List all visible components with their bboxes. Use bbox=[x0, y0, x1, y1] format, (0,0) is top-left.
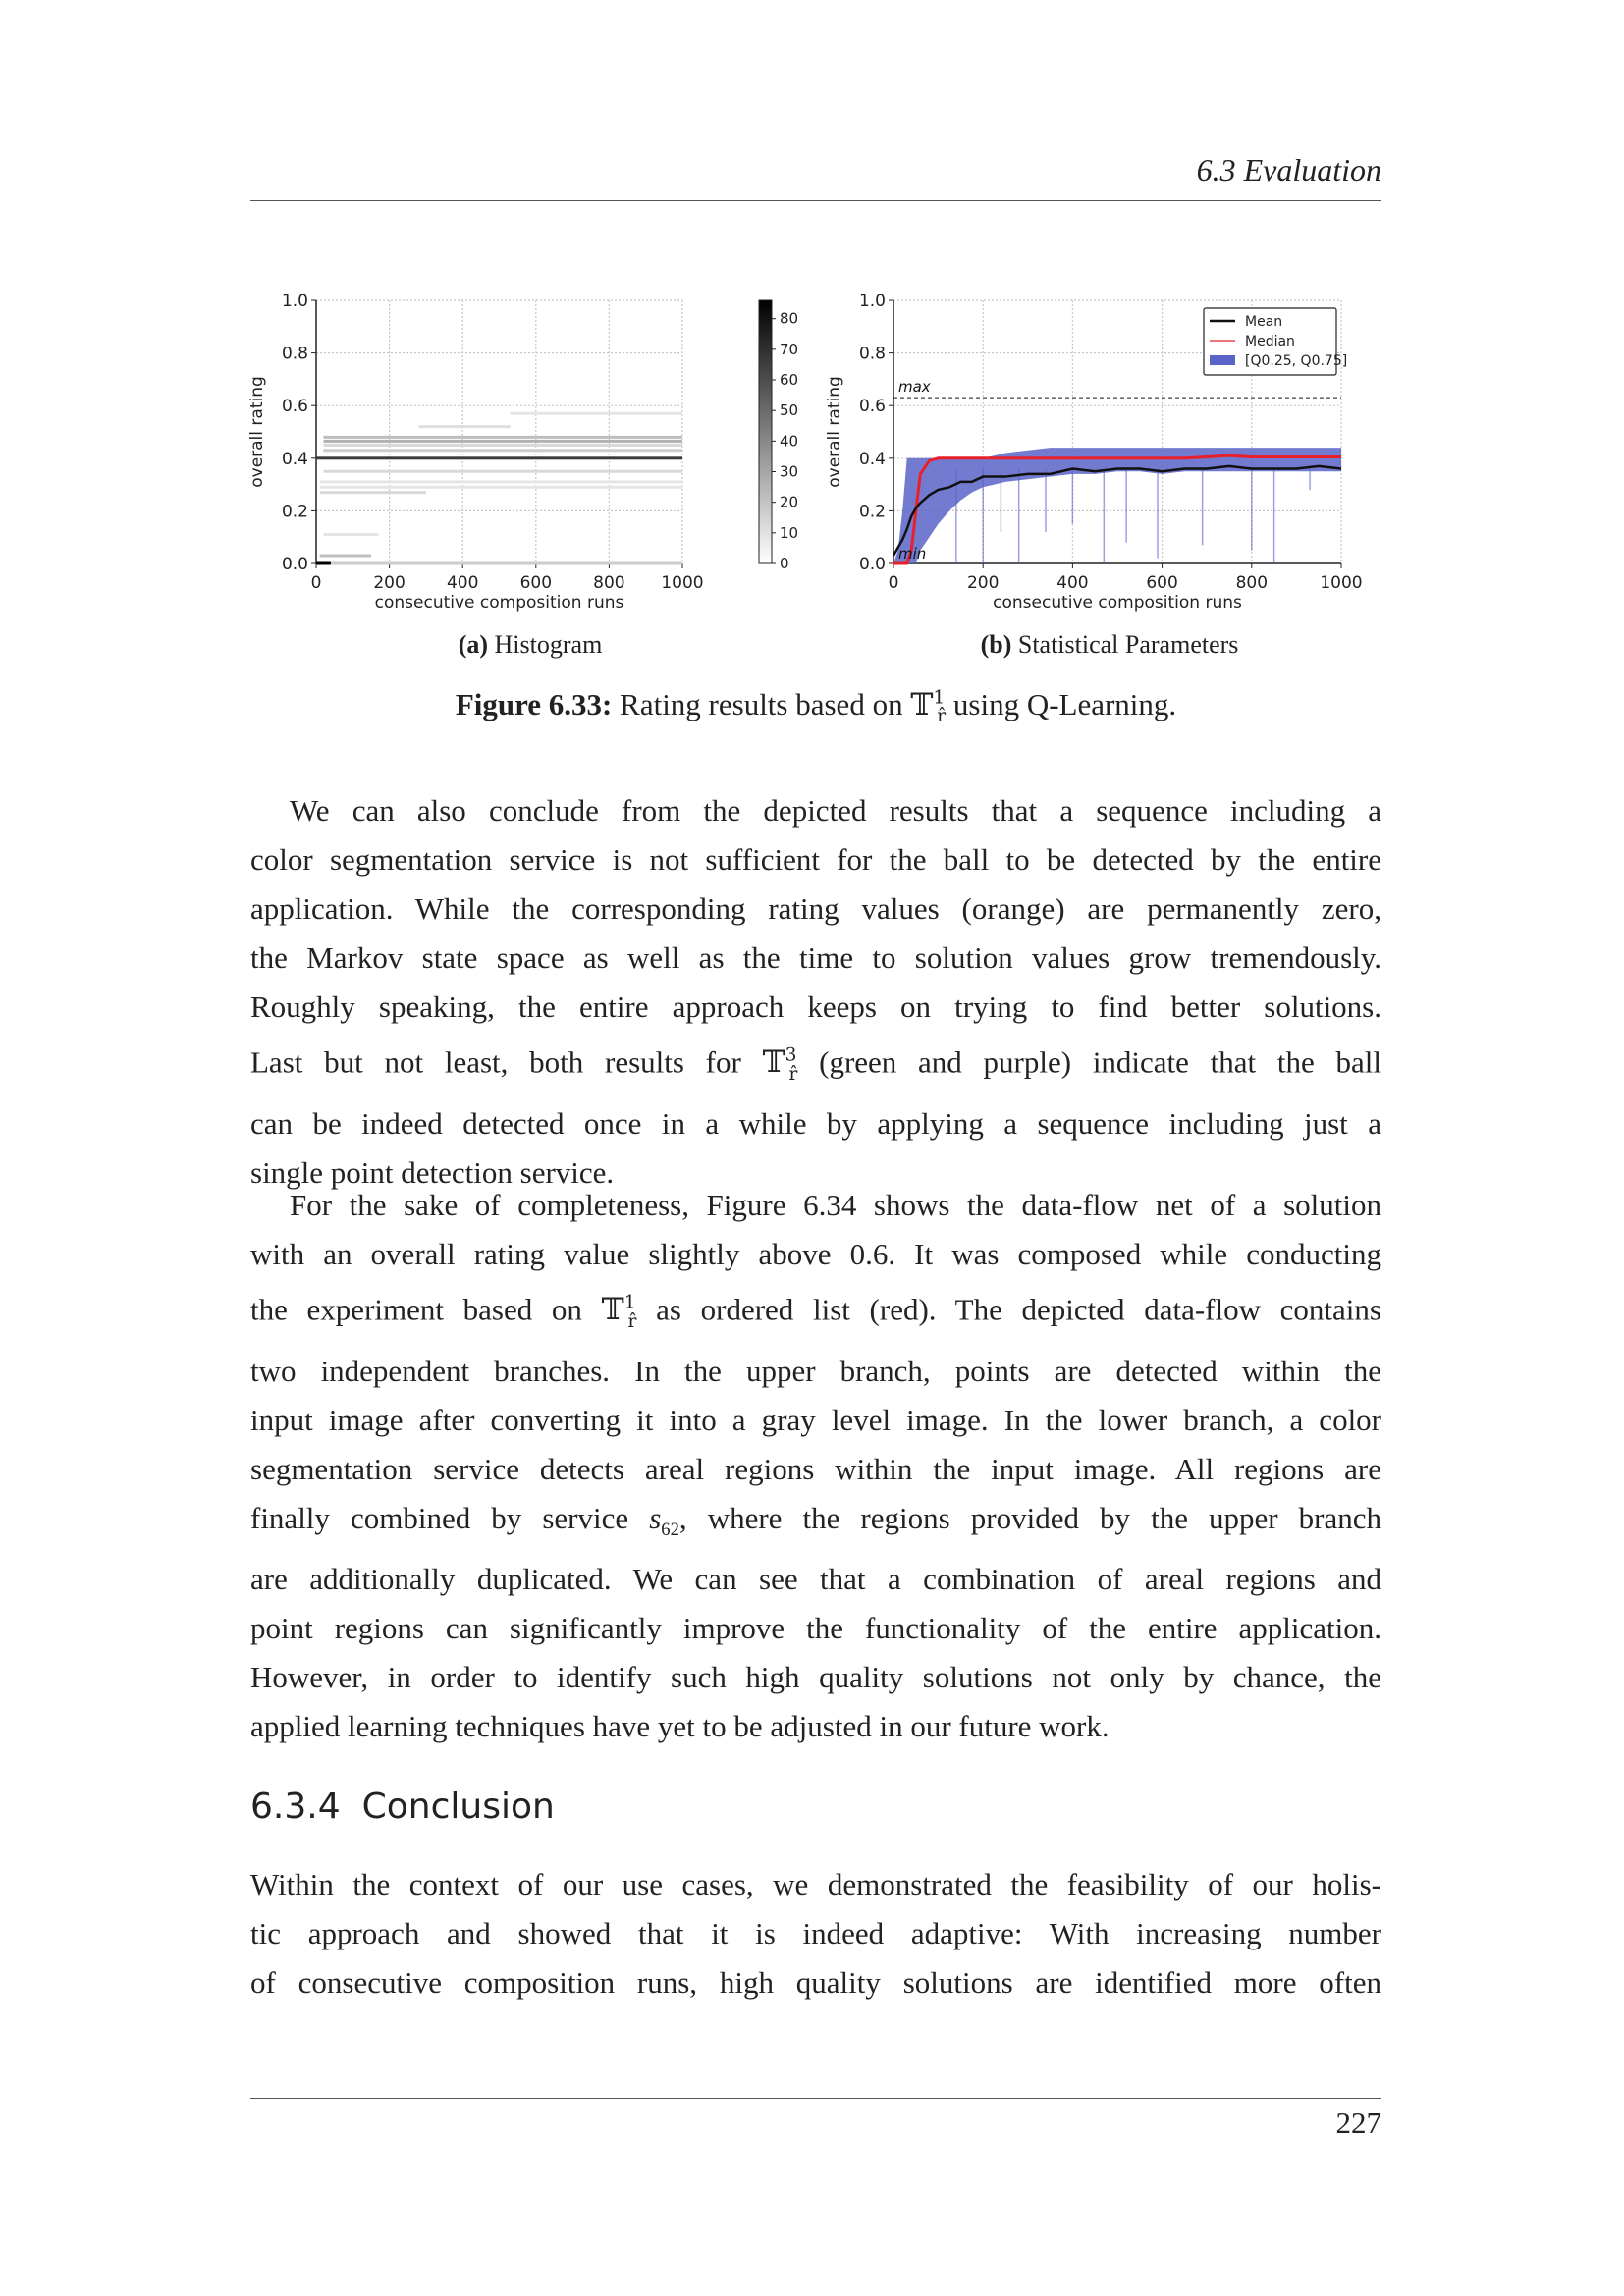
y-tick-label: 1.0 bbox=[858, 292, 886, 311]
max-label: max bbox=[898, 378, 931, 397]
section-title: Conclusion bbox=[361, 1787, 555, 1827]
figure-charts bbox=[0, 275, 1624, 628]
legend-swatch bbox=[1210, 355, 1235, 365]
text-segment: Last but not least, both results for bbox=[250, 1044, 741, 1080]
histogram-band bbox=[316, 456, 682, 459]
x-tick-label: 800 bbox=[593, 573, 625, 593]
colorbar-tick-label: 80 bbox=[780, 309, 799, 328]
histogram-band bbox=[316, 562, 331, 565]
text-line: can be indeed detected once in a while by applying a sequence including just a bbox=[250, 1105, 1381, 1141]
paragraph-1 bbox=[250, 786, 1381, 1198]
y-tick-label: 0.4 bbox=[858, 449, 886, 469]
histogram-band bbox=[418, 425, 510, 428]
text-line: of consecutive composition runs, high quality solutions are identified more often bbox=[250, 1965, 1381, 2000]
figure-caption-label: Figure 6.33: bbox=[455, 687, 613, 721]
header-rule bbox=[250, 200, 1381, 201]
text-line: For the sake of completeness, Figure 6.34 shows the data-flow net of a solution bbox=[290, 1188, 1381, 1222]
y-tick-label: 0.0 bbox=[858, 555, 886, 574]
math-sup: 1 bbox=[933, 687, 946, 709]
text-line: point regions can significantly improve the functionality of the entire application. bbox=[250, 1610, 1381, 1645]
y-tick-label: 0.2 bbox=[858, 502, 886, 522]
y-tick-label: 0.8 bbox=[281, 344, 308, 364]
histogram-band bbox=[511, 412, 682, 415]
text-line: Roughly speaking, the entire approach keeps on trying to find better solutions. bbox=[250, 989, 1381, 1024]
figure-caption-text: Rating results based on bbox=[620, 687, 903, 721]
subcaption-b-label: (b) bbox=[980, 630, 1012, 659]
paragraph-2 bbox=[250, 1181, 1381, 1751]
histogram-chart bbox=[247, 292, 798, 613]
text-line bbox=[250, 1494, 1381, 1555]
figure-caption bbox=[250, 687, 1381, 726]
footer-rule bbox=[250, 2098, 1381, 2099]
text-line: However, in order to identify such high quality solutions not only by chance, the bbox=[250, 1659, 1381, 1694]
text-line: input image after converting it into a gray level image. In the lower branch, a color bbox=[250, 1402, 1381, 1437]
subcaption-b-text: Statistical Parameters bbox=[1017, 630, 1239, 659]
histogram-band bbox=[323, 449, 682, 452]
colorbar-tick-label: 30 bbox=[780, 462, 799, 481]
math-base: s bbox=[649, 1500, 662, 1535]
y-axis-label: overall rating bbox=[247, 376, 267, 488]
colorbar-tick-label: 50 bbox=[780, 401, 799, 420]
text-line: are additionally duplicated. We can see that a combination of areal regions and bbox=[250, 1561, 1381, 1596]
histogram-band bbox=[320, 486, 682, 489]
x-tick-label: 200 bbox=[373, 573, 406, 593]
paragraph-3 bbox=[250, 1860, 1381, 2007]
math-base: 𝕋 bbox=[910, 687, 934, 722]
histogram-band bbox=[323, 444, 682, 447]
math-symbol bbox=[601, 1292, 637, 1332]
statistics-chart bbox=[825, 292, 1363, 613]
text-line: We can also conclude from the depicted results that a sequence including a bbox=[290, 793, 1381, 828]
text-line: tic approach and showed that it is indeed adaptive: With increasing number bbox=[250, 1916, 1381, 1950]
x-tick-label: 1000 bbox=[1320, 573, 1363, 593]
text-line: Within the context of our use cases, we demonstrated the feasibility of our holis- bbox=[250, 1867, 1381, 1901]
legend-label: [Q0.25, Q0.75] bbox=[1245, 353, 1348, 369]
math-sup: 3 bbox=[785, 1045, 797, 1066]
text-line: color segmentation service is not sufficient for the ball to be detected by the entire bbox=[250, 842, 1381, 877]
math-sub: 62 bbox=[661, 1519, 679, 1540]
colorbar-tick-label: 10 bbox=[780, 523, 799, 542]
x-tick-label: 400 bbox=[1056, 573, 1089, 593]
x-tick-label: 0 bbox=[310, 573, 322, 593]
y-tick-label: 0.6 bbox=[281, 397, 308, 417]
min-label: min bbox=[898, 545, 927, 562]
x-tick-label: 600 bbox=[1146, 573, 1178, 593]
legend-label: Median bbox=[1245, 334, 1295, 349]
text-line: two independent branches. In the upper branch, points are detected within the bbox=[250, 1353, 1381, 1388]
x-tick-label: 400 bbox=[446, 573, 479, 593]
colorbar-tick-label: 70 bbox=[780, 340, 799, 358]
subcaption-a-label: (a) bbox=[458, 630, 489, 659]
histogram-band bbox=[323, 436, 682, 439]
histogram-band bbox=[323, 470, 682, 473]
colorbar-tick-label: 20 bbox=[780, 493, 799, 511]
math-base: 𝕋 bbox=[762, 1044, 785, 1081]
histogram-band bbox=[320, 491, 426, 494]
y-tick-label: 1.0 bbox=[281, 292, 308, 311]
math-sub: r̂ bbox=[627, 1310, 637, 1332]
y-axis-label: overall rating bbox=[825, 376, 844, 488]
text-line: application. While the corresponding rating values (orange) are permanently zero, bbox=[250, 891, 1381, 926]
math-sup: 1 bbox=[623, 1293, 636, 1313]
figure-caption-text-end: using Q-Learning. bbox=[952, 687, 1177, 721]
colorbar-tick-label: 60 bbox=[780, 371, 799, 390]
section-number: 6.3.4 bbox=[250, 1787, 341, 1827]
y-tick-label: 0.6 bbox=[858, 397, 886, 417]
text-segment: , where the regions provided by the upper branch bbox=[678, 1500, 1382, 1535]
text-line bbox=[250, 1032, 1381, 1099]
histogram-band bbox=[320, 480, 682, 483]
text-line bbox=[250, 1279, 1381, 1347]
text-line: applied learning techniques have yet to be adjusted in our future work. bbox=[250, 1708, 1110, 1743]
text-segment: finally combined by service bbox=[250, 1500, 629, 1535]
math-symbol bbox=[910, 687, 947, 727]
x-tick-label: 0 bbox=[888, 573, 899, 593]
histogram-band bbox=[323, 440, 682, 443]
math-base: 𝕋 bbox=[601, 1292, 624, 1328]
colorbar-tick-label: 0 bbox=[780, 555, 789, 572]
text-segment: as ordered list (red). The depicted data-flow contains bbox=[656, 1292, 1381, 1327]
text-line: the Markov state space as well as the time to solution values grow tremendously. bbox=[250, 940, 1381, 975]
page-number: 227 bbox=[1335, 2106, 1381, 2140]
colorbar bbox=[759, 300, 772, 563]
histogram-band bbox=[331, 562, 682, 565]
histogram-band bbox=[320, 554, 371, 557]
text-line: segmentation service detects areal regions within the input image. All regions are bbox=[250, 1451, 1381, 1486]
x-axis-label: consecutive composition runs bbox=[993, 593, 1242, 613]
math-sub: r̂ bbox=[788, 1063, 798, 1085]
y-tick-label: 0.4 bbox=[281, 449, 308, 469]
text-line: with an overall rating value slightly above 0.6. It was composed while conducting bbox=[250, 1237, 1381, 1271]
subcaption-b bbox=[864, 630, 1355, 660]
subcaption-a bbox=[285, 630, 776, 660]
subcaption-a-text: Histogram bbox=[494, 630, 603, 659]
text-segment: (green and purple) indicate that the ball bbox=[819, 1044, 1382, 1080]
math-symbol bbox=[762, 1044, 798, 1085]
text-segment: the experiment based on bbox=[250, 1292, 582, 1327]
legend-label: Mean bbox=[1245, 314, 1283, 330]
y-tick-label: 0.0 bbox=[281, 555, 308, 574]
section-heading bbox=[250, 1787, 555, 1827]
text-line: single point detection service. bbox=[250, 1154, 615, 1190]
math-sub: r̂ bbox=[937, 706, 947, 727]
colorbar-tick-label: 40 bbox=[780, 432, 799, 451]
x-axis-label: consecutive composition runs bbox=[374, 593, 624, 613]
histogram-band bbox=[323, 533, 378, 536]
x-tick-label: 1000 bbox=[661, 573, 704, 593]
y-tick-label: 0.2 bbox=[281, 502, 308, 522]
y-tick-label: 0.8 bbox=[858, 344, 886, 364]
x-tick-label: 200 bbox=[966, 573, 1000, 593]
x-tick-label: 600 bbox=[519, 573, 553, 593]
running-header: 6.3 Evaluation bbox=[1196, 152, 1381, 187]
x-tick-label: 800 bbox=[1235, 573, 1269, 593]
